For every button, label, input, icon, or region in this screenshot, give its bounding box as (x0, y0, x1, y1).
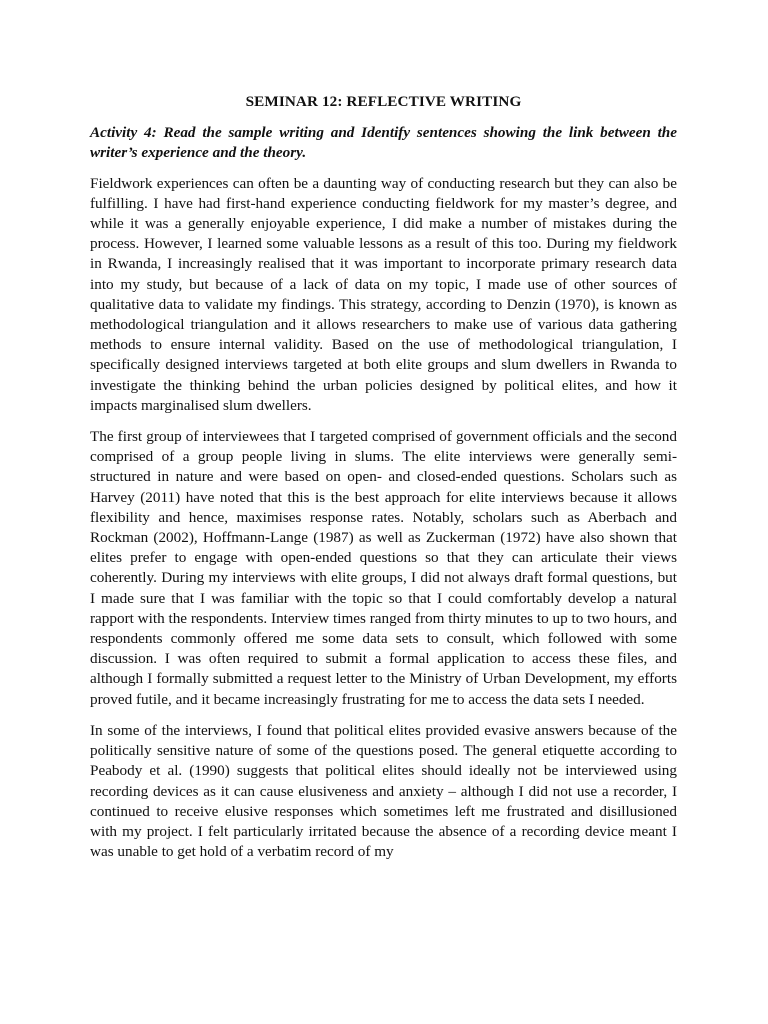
document-page (90, 92, 677, 873)
activity-instruction: Activity 4: Read the sample writing and Identify sentences showing the link between the writer’s experience and the theory. (90, 124, 677, 162)
paragraph-2: The first group of interviewees that I targeted comprised of government officials and the second comprised of a group people living in slums. The elite interviews were generally semi-structured in nature and were based on open- and closed-ended questions. Scholars such as Harvey (2011) have noted that this is the best approach for elite interviews because it allows flexibility and hence, maximises response rates. Notably, scholars such as Aberbach and Rockman (2002), Hoffmann-Lange (1987) as well as Zuckerman (1972) have also shown that elites prefer to engage with open-ended questions so that they can articulate their views coherently. During my interviews with elite groups, I did not always draft formal questions, but I made sure that I was familiar with the topic so that I could comfortably develop a natural rapport with the respondents. Interview times ranged from thirty minutes to up to two hours, and respondents commonly offered me some data sets to consult, which followed with some discussion. I was often required to submit a formal application to access these files, and although I formally submitted a request letter to the Ministry of Urban Development, my efforts proved futile, and it became increasingly frustrating for me to access the data sets I needed. (90, 428, 677, 708)
page-title: SEMINAR 12: REFLECTIVE WRITING (245, 93, 522, 110)
paragraph-3: In some of the interviews, I found that political elites provided evasive answers because of the politically sensitive nature of some of the questions posed. The general etiquette according to Peabody et al. (1990) suggests that political elites should ideally not be interviewed using recording devices as it can cause elusiveness and anxiety – although I did not use a recorder, I continued to receive elusive responses which sometimes left me frustrated and disillusioned with my project. I felt particularly irritated because the absence of a recording device meant I was unable to get hold of a verbatim record of my (90, 721, 677, 861)
paragraph-1: Fieldwork experiences can often be a daunting way of conducting research but they can also be fulfilling. I have had first-hand experience conducting fieldwork for my master’s degree, and while it was a generally enjoyable experience, I did make a number of mistakes during the process. However, I learned some valuable lessons as a result of this too. During my fieldwork in Rwanda, I increasingly realised that it was important to incorporate primary research data into my study, but because of a lack of data on my topic, I made use of other sources of qualitative data to validate my findings. This strategy, according to Denzin (1970), is known as methodological triangulation and it allows researchers to make use of various data gathering methods to ensure internal validity. Based on the use of methodological triangulation, I specifically designed interviews targeted at both elite groups and slum dwellers in Rwanda to investigate the thinking behind the urban policies designed by political elites, and how it impacts marginalised slum dwellers. (90, 174, 677, 414)
